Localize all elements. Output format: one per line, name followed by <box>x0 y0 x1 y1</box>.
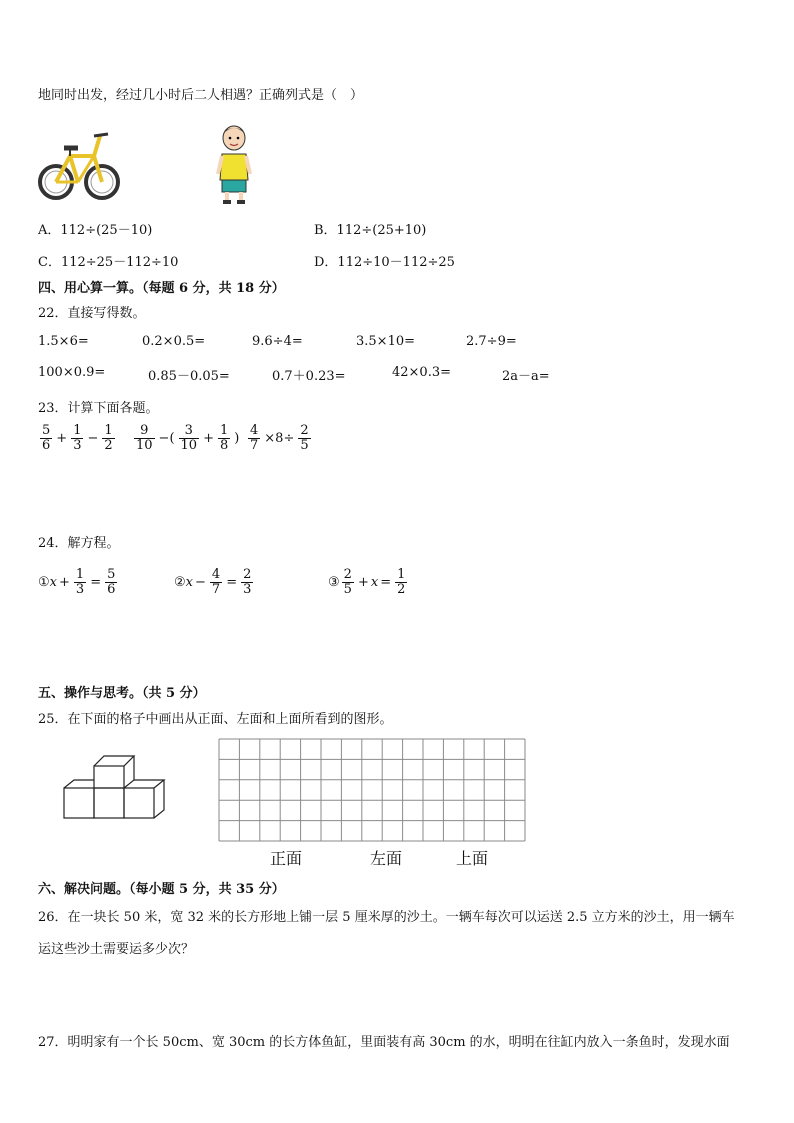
boy-illustration <box>214 124 254 206</box>
fraction: $\frac{2}{5}$ <box>300 423 309 453</box>
q25-title: 25．在下面的格子中画出从正面、左面和上面所看到的图形。 <box>38 712 393 727</box>
q22-item: 42×0.3= <box>392 365 452 380</box>
fraction: $\frac{1}{3}$ <box>75 567 85 597</box>
fraction: $\frac{4}{7}$ <box>211 567 221 597</box>
q23-title: 23．计算下面各题。 <box>38 401 159 416</box>
fraction: $\frac{9}{10}$ <box>136 423 153 453</box>
q26-line-1: 26．在一块长 50 米，宽 32 米的长方形地上铺一层 5 厘米厚的沙土。一辆车每次可以运送 2.5 立方米的沙土，用一辆车 <box>38 910 735 925</box>
fraction: $\frac{1}{2}$ <box>397 567 406 597</box>
fraction: $\frac{4}{7}$ <box>250 423 259 453</box>
q23-expression-3: $\frac{4}{7}$ ×8÷ $\frac{2}{5}$ <box>250 423 309 453</box>
q26-line-2: 运这些沙土需要运多少次？ <box>38 942 195 957</box>
q23-expression-2: $\frac{9}{10}$ −( $\frac{3}{10}$ + $\frac{1}{8}$ ) <box>136 423 240 453</box>
q24-equation-2: ② x − $\frac{4}{7}$ = $\frac{2}{3}$ <box>174 567 252 597</box>
section5-heading: 五、操作与思考。（共 5 分） <box>38 686 206 701</box>
fraction: $\frac{1}{8}$ <box>219 423 229 453</box>
q22-item: 9.6÷4= <box>252 334 303 349</box>
q21-text: 地同时出发，经过几小时后二人相遇？正确列式是（ ） <box>38 88 364 103</box>
q22-item: 0.7＋0.23= <box>272 369 346 384</box>
q24-equation-3: ③ $\frac{2}{5}$ + x = $\frac{1}{2}$ <box>328 567 406 597</box>
q24-equation-1: ① x + $\frac{1}{3}$ = $\frac{5}{6}$ <box>38 567 116 597</box>
drawing-grid[interactable] <box>218 738 526 842</box>
option-a: A．112÷(25－10) <box>38 223 153 238</box>
option-d: D．112÷10－112÷25 <box>314 255 455 270</box>
q27-line-1: 27．明明家有一个长 50cm、宽 30cm 的长方体鱼缸，里面装有高 30cm 的水，明明在往缸内放入一条鱼时，发现水面 <box>38 1035 730 1050</box>
q22-item: 2a－a= <box>502 369 550 384</box>
cube-stack-illustration <box>62 754 166 820</box>
q22-title: 22．直接写得数。 <box>38 306 146 321</box>
q22-item: 0.2×0.5= <box>142 334 206 349</box>
option-b: B．112÷(25+10) <box>314 223 427 238</box>
fraction: $\frac{2}{5}$ <box>343 567 352 597</box>
grid-label-front: 正面 <box>270 849 303 868</box>
grid-label-left: 左面 <box>370 849 403 868</box>
q22-item: 100×0.9= <box>38 365 106 380</box>
option-c: C．112÷25－112÷10 <box>38 255 179 270</box>
grid-label-top: 上面 <box>456 849 489 868</box>
bicycle-illustration <box>36 126 122 204</box>
q24-title: 24．解方程。 <box>38 536 120 551</box>
section4-heading: 四、用心算一算。（每题 6 分，共 18 分） <box>38 281 285 296</box>
fraction: $\frac{1}{2}$ <box>104 423 113 453</box>
fraction: $\frac{3}{10}$ <box>180 423 198 453</box>
q22-item: 0.85－0.05= <box>148 369 230 384</box>
q22-item: 1.5×6= <box>38 334 89 349</box>
fraction: $\frac{2}{3}$ <box>243 567 252 597</box>
fraction: $\frac{1}{3}$ <box>73 423 82 453</box>
section6-heading: 六、解决问题。（每小题 5 分，共 35 分） <box>38 882 285 897</box>
q23-expression-1: $\frac{5}{6}$ + $\frac{1}{3}$ − $\frac{1}{2}$ <box>42 423 113 453</box>
q22-item: 2.7÷9= <box>466 334 517 349</box>
q22-item: 3.5×10= <box>356 334 416 349</box>
fraction: $\frac{5}{6}$ <box>107 567 116 597</box>
fraction: $\frac{5}{6}$ <box>42 423 51 453</box>
